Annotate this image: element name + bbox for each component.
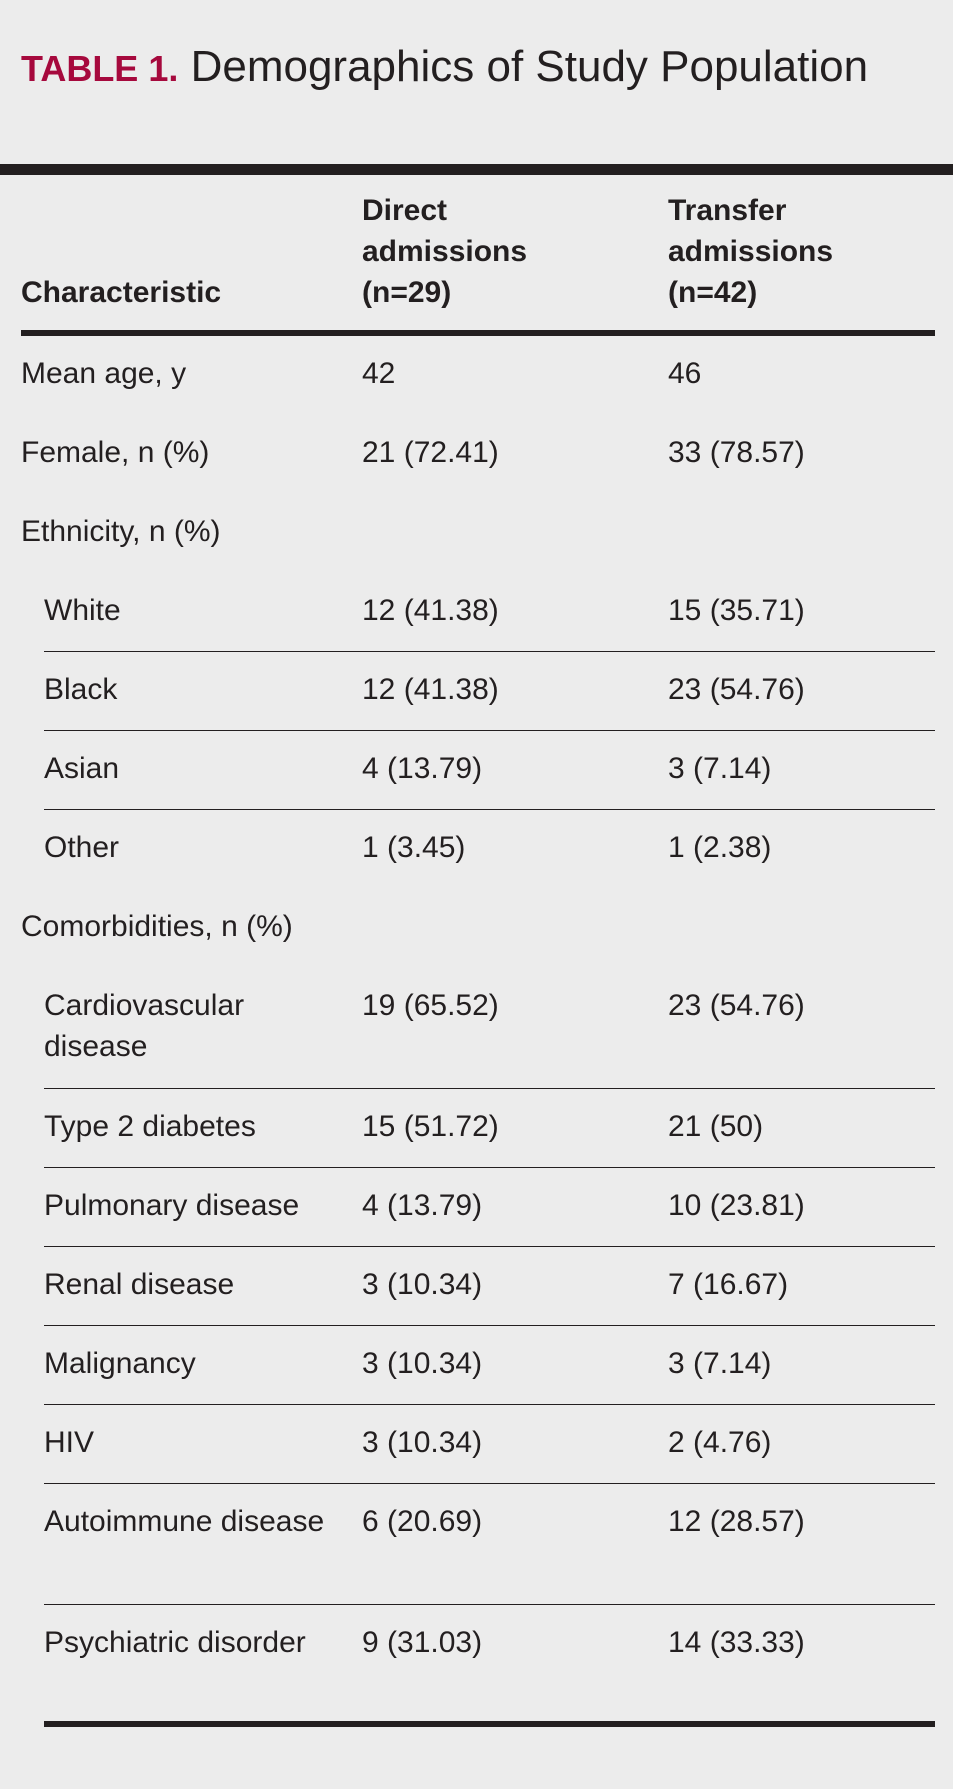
row-label: Psychiatric disorder bbox=[44, 1626, 306, 1659]
direct-value: 4 (13.79) bbox=[362, 1189, 483, 1222]
row-label: HIV bbox=[44, 1426, 95, 1459]
table-row bbox=[21, 1168, 935, 1247]
section-row-comorbidities bbox=[21, 889, 935, 968]
transfer-value: 3 (7.14) bbox=[668, 1347, 772, 1380]
row-label: White bbox=[44, 594, 121, 627]
table-row bbox=[21, 336, 935, 415]
section-row-ethnicity bbox=[21, 494, 935, 573]
direct-value: 12 (41.38) bbox=[362, 594, 499, 627]
table-row bbox=[21, 968, 935, 1089]
table-row bbox=[21, 573, 935, 652]
section-label: Ethnicity, n (%) bbox=[21, 515, 221, 548]
transfer-value: 46 bbox=[668, 357, 702, 390]
table-row bbox=[21, 652, 935, 731]
row-label: Pulmonary disease bbox=[44, 1189, 300, 1222]
table-row bbox=[21, 1326, 935, 1405]
transfer-value: 2 (4.76) bbox=[668, 1426, 772, 1459]
transfer-value: 7 (16.67) bbox=[668, 1268, 789, 1301]
transfer-value: 21 (50) bbox=[668, 1110, 764, 1143]
section-label: Comorbidities, n (%) bbox=[21, 910, 293, 943]
table-row bbox=[21, 1405, 935, 1484]
direct-value bbox=[341, 906, 647, 968]
row-label: Type 2 diabetes bbox=[44, 1110, 256, 1143]
transfer-value: 23 (54.76) bbox=[668, 673, 805, 706]
row-label: Black bbox=[44, 673, 118, 706]
row-label: Asian bbox=[44, 752, 120, 785]
transfer-value: 33 (78.57) bbox=[668, 436, 805, 469]
direct-value: 12 (41.38) bbox=[362, 673, 499, 706]
table-row bbox=[21, 810, 935, 889]
table-row bbox=[21, 1605, 935, 1726]
transfer-value: 12 (28.57) bbox=[668, 1505, 805, 1538]
direct-value: 3 (10.34) bbox=[362, 1347, 483, 1380]
table-title bbox=[21, 38, 921, 98]
header-transfer-admissions: Transfer admissions (n=42) bbox=[668, 194, 834, 309]
direct-value: 9 (31.03) bbox=[362, 1626, 483, 1659]
table-header-row bbox=[21, 175, 935, 336]
transfer-value: 23 (54.76) bbox=[668, 989, 805, 1022]
row-label: Female, n (%) bbox=[21, 436, 210, 469]
table-row bbox=[21, 1484, 935, 1605]
row-label: Cardiovascular disease bbox=[44, 989, 245, 1063]
direct-value: 4 (13.79) bbox=[362, 752, 483, 785]
header-characteristic: Characteristic bbox=[21, 276, 222, 309]
header-direct-admissions: Direct admissions (n=29) bbox=[362, 194, 528, 309]
direct-value bbox=[341, 511, 647, 573]
bottom-rule bbox=[44, 1721, 935, 1727]
row-label: Other bbox=[44, 831, 120, 864]
direct-value: 6 (20.69) bbox=[362, 1505, 483, 1538]
row-label: Autoimmune disease bbox=[44, 1505, 325, 1538]
transfer-value bbox=[647, 511, 935, 573]
table-row bbox=[21, 1089, 935, 1168]
table-row bbox=[21, 1247, 935, 1326]
row-label: Malignancy bbox=[44, 1347, 196, 1380]
row-label: Renal disease bbox=[44, 1268, 235, 1301]
transfer-value: 10 (23.81) bbox=[668, 1189, 805, 1222]
demographics-table bbox=[21, 175, 935, 1726]
direct-value: 19 (65.52) bbox=[362, 989, 499, 1022]
transfer-value: 14 (33.33) bbox=[668, 1626, 805, 1659]
direct-value: 42 bbox=[362, 357, 396, 390]
direct-value: 3 (10.34) bbox=[362, 1426, 483, 1459]
transfer-value: 3 (7.14) bbox=[668, 752, 772, 785]
direct-value: 21 (72.41) bbox=[362, 436, 499, 469]
table-row bbox=[21, 415, 935, 494]
direct-value: 1 (3.45) bbox=[362, 831, 466, 864]
table-number-label: TABLE 1. bbox=[21, 48, 179, 89]
direct-value: 15 (51.72) bbox=[362, 1110, 499, 1143]
transfer-value bbox=[647, 906, 935, 968]
table-row bbox=[21, 731, 935, 810]
top-rule bbox=[0, 164, 953, 175]
transfer-value: 15 (35.71) bbox=[668, 594, 805, 627]
table-title-text: Demographics of Study Population bbox=[190, 42, 869, 91]
transfer-value: 1 (2.38) bbox=[668, 831, 772, 864]
row-label: Mean age, y bbox=[21, 357, 187, 390]
direct-value: 3 (10.34) bbox=[362, 1268, 483, 1301]
